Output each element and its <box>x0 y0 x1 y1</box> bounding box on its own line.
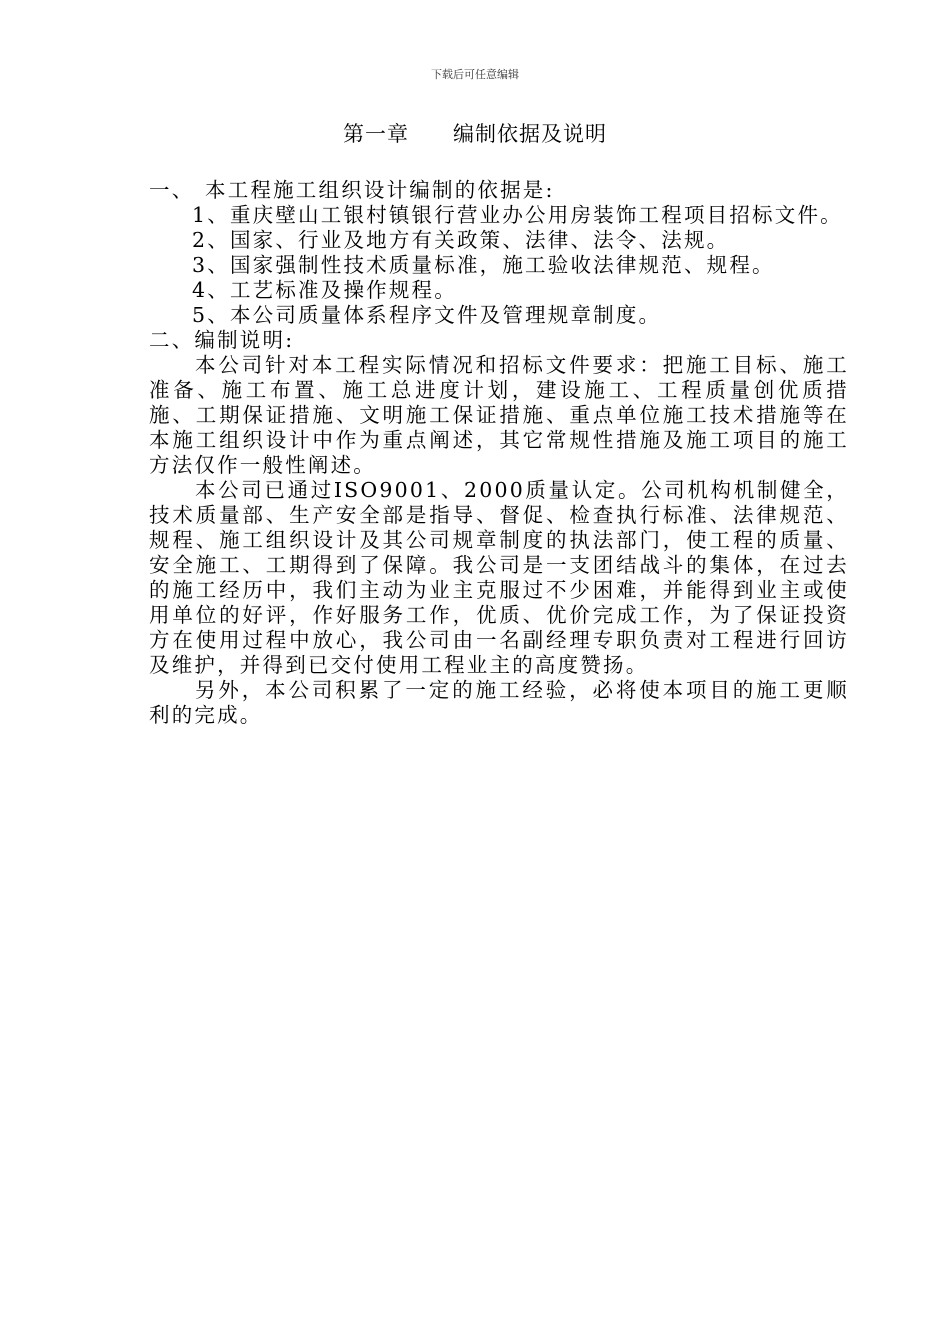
section1-heading <box>149 178 849 203</box>
page-header-note: 下载后可任意编辑 <box>431 68 519 81</box>
chapter-number: 第一章 <box>343 122 409 146</box>
list-item: 4、工艺标准及操作规程。 <box>192 278 457 302</box>
body-paragraph: 本公司已通过ISO9001、2000质量认定。公司机构机制健全，技术质量部、生产安全部是指导、督促、检查执行标准、法律规范、规程、施工组织设计及其公司规章制度的执法部门，使工程的质量、安全施工、工期得到了保障。我公司是一支团结战斗的集体，在过去的施工经历中，我们主动为业主克服过不少困难，并能得到业主或使用单位的好评，作好服务工作，优质、优价完成工作，为了保证投资方在使用过程中放心，我公司由一名副经理专职负责对工程进行回访及维护，并得到已交付使用工程业主的高度赞扬。 <box>149 478 849 677</box>
section1-number: 一、 <box>149 178 195 202</box>
section1-title: 本工程施工组织设计编制的依据是: <box>205 178 555 202</box>
list-item: 3、国家强制性技术质量标准，施工验收法律规范、规程。 <box>192 253 775 277</box>
body-paragraph: 另外，本公司积累了一定的施工经验，必将使本项目的施工更顺利的完成。 <box>149 678 849 727</box>
list-item: 2、国家、行业及地方有关政策、法律、法令、法规。 <box>192 228 730 252</box>
list-item: 5、本公司质量体系程序文件及管理规章制度。 <box>192 303 662 327</box>
list-item: 1、重庆壁山工银村镇银行营业办公用房装饰工程项目招标文件。 <box>192 203 843 227</box>
section2-heading: 二、编制说明: <box>149 328 295 352</box>
document-body <box>149 178 849 728</box>
chapter-title <box>0 118 950 148</box>
chapter-name: 编制依据及说明 <box>453 122 607 146</box>
body-paragraph: 本公司针对本工程实际情况和招标文件要求：把施工目标、施工准备、施工布置、施工总进度计划，建设施工、工程质量创优质措施、工期保证措施、文明施工保证措施、重点单位施工技术措施等在本施工组织设计中作为重点阐述，其它常规性措施及施工项目的施工方法仅作一般性阐述。 <box>149 353 849 477</box>
